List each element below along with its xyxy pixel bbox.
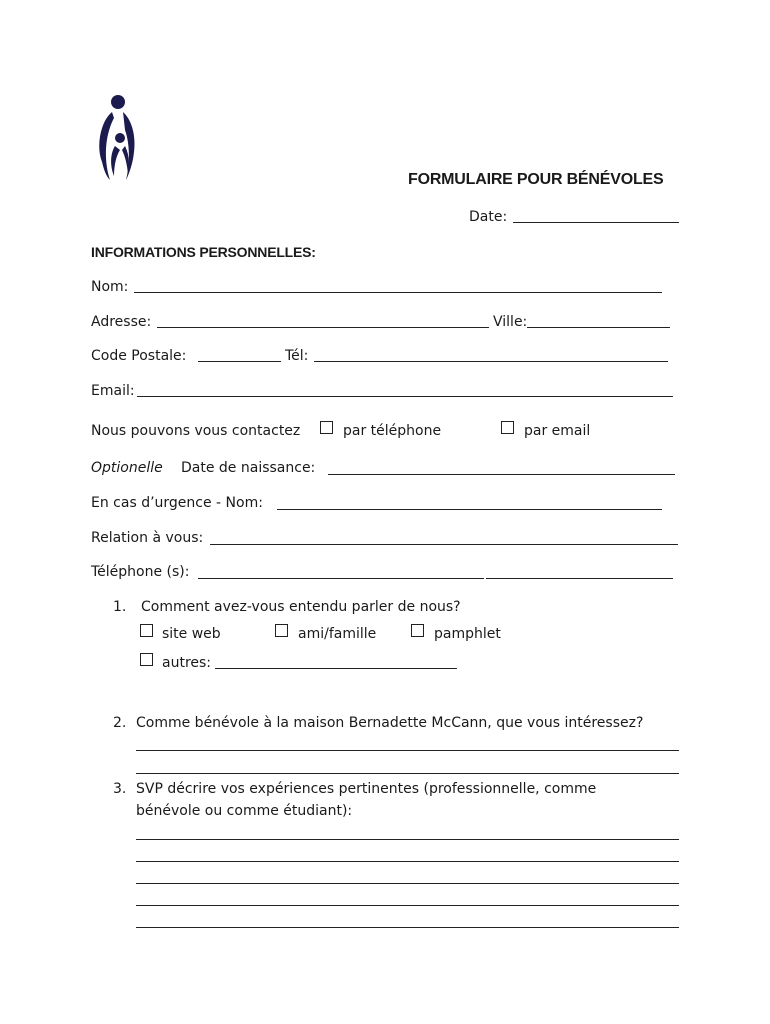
personal-info-heading: INFORMATIONS PERSONNELLES: [91,244,316,260]
contact-phone-label: par téléphone [343,423,442,439]
date-label: Date: [469,209,508,225]
logo-child-body-right [122,146,129,174]
contact-email-checkbox[interactable] [501,421,514,434]
question-3-answer-line[interactable] [136,861,679,862]
phone-field[interactable] [314,361,668,362]
logo-adult-head [111,95,125,109]
logo-adult-arm [123,112,135,180]
form-title: FORMULAIRE POUR BÉNÉVOLES [408,171,664,188]
question-3-text-line-2: bénévole ou comme étudiant): [136,803,353,819]
phone-label: Tél: [285,348,309,364]
organization-logo [92,92,140,184]
question-3-text-line-1: SVP décrire vos expériences pertinentes (professionnelle, comme [136,781,597,797]
emergency-phone-field-2[interactable] [486,578,673,579]
city-field[interactable] [527,327,670,328]
address-field[interactable] [157,327,489,328]
source-friend-family-checkbox[interactable] [275,624,288,637]
emergency-phone-field-1[interactable] [198,578,484,579]
logo-child-body [111,146,120,176]
emergency-name-field[interactable] [277,509,662,510]
email-label: Email: [91,383,135,399]
question-2-text: Comme bénévole à la maison Bernadette McCann, que vous intéressez? [136,715,644,731]
question-3-answer-line[interactable] [136,883,679,884]
source-other-label: autres: [162,655,212,671]
logo-child-head [115,133,125,143]
question-3-number: 3. [113,781,127,797]
relation-label: Relation à vous: [91,530,204,546]
emergency-phones-label: Téléphone (s): [91,564,190,580]
question-3-answer-line[interactable] [136,927,679,928]
postal-code-field[interactable] [198,361,281,362]
source-friend-family-label: ami/famille [298,626,377,642]
question-1-number: 1. [113,599,127,615]
question-3-answer-line[interactable] [136,839,679,840]
source-website-label: site web [162,626,221,642]
question-2-answer-line[interactable] [136,750,679,751]
name-field[interactable] [134,292,662,293]
contact-preference-label: Nous pouvons vous contactez [91,423,301,439]
question-2-answer-line[interactable] [136,773,679,774]
city-label: Ville: [493,314,528,330]
logo-adult-body [99,112,114,180]
question-2-number: 2. [113,715,127,731]
birth-date-label: Date de naissance: [181,460,316,476]
optional-label: Optionelle [91,460,163,476]
source-website-checkbox[interactable] [140,624,153,637]
source-pamphlet-label: pamphlet [434,626,501,642]
contact-phone-checkbox[interactable] [320,421,333,434]
name-label: Nom: [91,279,129,295]
source-other-checkbox[interactable] [140,653,153,666]
source-pamphlet-checkbox[interactable] [411,624,424,637]
question-1-text: Comment avez-vous entendu parler de nous? [141,599,461,615]
source-other-field[interactable] [215,668,457,669]
postal-code-label: Code Postale: [91,348,187,364]
emergency-name-label: En cas d’urgence - Nom: [91,495,263,511]
question-3-answer-line[interactable] [136,905,679,906]
relation-field[interactable] [210,544,678,545]
email-field[interactable] [137,396,673,397]
address-label: Adresse: [91,314,152,330]
date-field[interactable] [513,222,679,223]
contact-email-label: par email [524,423,591,439]
birth-date-field[interactable] [328,474,675,475]
